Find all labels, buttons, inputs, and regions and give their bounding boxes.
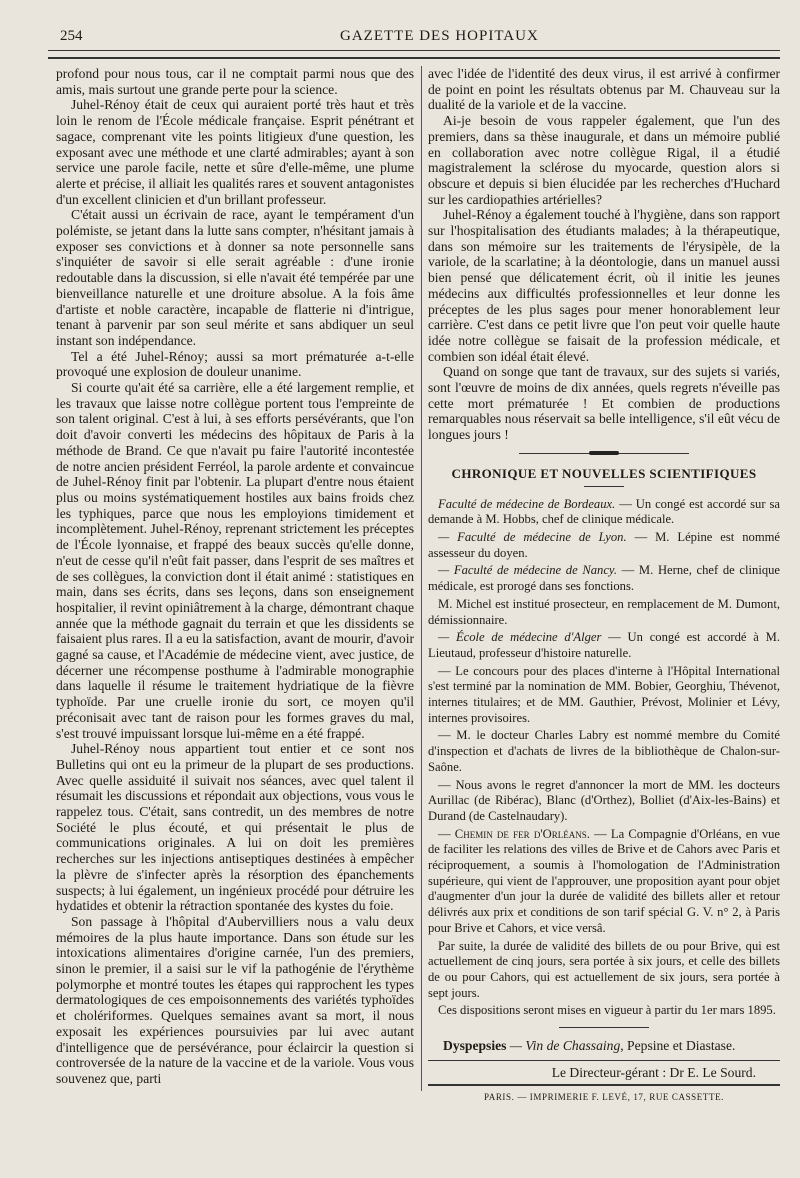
news-label: — École de médecine d'Alger <box>438 630 602 645</box>
right-column <box>428 66 780 1106</box>
news-text: — M. Lépine est nommé assesseur du doyen. <box>428 529 780 560</box>
advert-rest: , Pepsine et Diastase. <box>620 1038 736 1054</box>
heading-rule <box>584 486 624 487</box>
news-item <box>428 630 780 661</box>
paragraph: avec l'idée de l'identité des deux virus, il est arrivé à confirmer de point en point les résultats obtenus par M. Chauveau sur la dualité de la variole et de la vaccine. <box>428 66 780 113</box>
printer-imprint: PARIS. — IMPRIMERIE F. LEVÉ, 17, RUE CASSETTE. <box>483 1092 725 1103</box>
advert-line <box>428 1038 780 1054</box>
journal-title: GAZETTE DES HOPITAUX <box>340 28 539 44</box>
paragraph: C'était aussi un écrivain de race, ayant le tempérament d'un polémiste, se jetant dans la lutte sans compter, n'hésitant jamais à exposer ses convictions et à donner sa note personnelle sans s'inquiéter de savoir si elle serait agréable : d'une ironie redoutable dans la discussion, si elle n'avait été tempérée par une bienveillance naturelle et une droiture absolue. A la fois âme d'artiste et noble caractère, incapable de flatterie ni d'intrigue, tenant à parvenir par son seul mérite et sans abdiquer un seul instant son indépendance. <box>56 207 414 348</box>
paragraph: Tel a été Juhel-Rénoy; aussi sa mort prématurée a-t-elle provoqué une explosion de douleur unanime. <box>56 348 414 380</box>
news-text: M. Michel est institué prosecteur, en remplacement de M. Dumont, démissionnaire. <box>428 596 780 627</box>
news-label: — Chemin de fer d'Orléans. <box>438 826 590 841</box>
news-item <box>428 728 780 775</box>
news-item <box>428 597 780 628</box>
paragraph: Son passage à l'hôpital d'Aubervilliers nous a valu deux mémoires de la plus haute importance. Dans son étude sur les intoxications alimentaires d'origine carnée, l'un des premiers, sinon le premier, il a saisi sur le vif la pathogénie de l'érythème polymorphe et montré toutes les étapes qui rapprochent les types dermatologiques de ces empoisonnements des variétés typhoïdes et cholériformes. Quelques semaines avant sa mort, il nous exposait les expériences poursuivies par lui avec autant d'intelligence que de persévérance, pour éclaircir la question si controversée de la nature de la vaccine et de la variole. Vous vous souvenez que, parti <box>56 913 414 1086</box>
news-label: — Faculté de médecine de Nancy. <box>438 563 617 578</box>
news-text: — Un congé est accordé sur sa demande à M. Hobbs, chef de clinique médicale. <box>428 496 780 527</box>
advert-dash: — <box>506 1038 526 1054</box>
footer-rule-thick <box>428 1084 780 1086</box>
advert-lead: Dyspepsies <box>443 1038 507 1054</box>
news-item <box>428 939 780 1002</box>
column-divider <box>421 66 422 1091</box>
news-text: Par suite, la durée de validité des billets de ou pour Brive, qui est actuellement de cinq jours, sera portée à six jours, et celle des billets de ou pour Cahors, qui est actuellement de six jours, sera portée à sept jours. <box>428 938 780 1000</box>
director-signature: Le Directeur-gérant : Dr E. Le Sourd. <box>551 1064 756 1080</box>
page-number: 254 <box>60 28 83 44</box>
paragraph: Juhel-Rénoy nous appartient tout entier et ce sont nos Bulletins qui ont eu la primeur de la plupart de ses productions. Avec quelle assiduité il suivait nos séances, avec quel talent il résumait les discussions et répondait aux objections, vous vous le rappelez tous. C'était, sans contredit, un des membres de notre Société le plus écouté, et qui présentait le plus de communications originales. A lui on doit les premières recherches sur les injections antiseptiques destinées à empêcher la plèvre de s'infecter après la résorption des épanchements suspects; à lui également, un ingénieux procédé pour détruire les hydatides et obtenir la rétraction spontanée des kystes du foie. <box>56 741 414 914</box>
news-text: — Le concours pour des places d'interne à l'Hôpital International s'est terminé par la nomination de MM. Bobier, Georghiu, Thévenot, internes titulaires; et de MM. Gauthier, Prévost, Molinier et Lévy, internes provisoires. <box>428 663 780 725</box>
header-rule <box>48 50 780 51</box>
news-text: — M. Herne, chef de clinique médicale, est prorogé dans ses fonctions. <box>428 563 780 594</box>
paragraph: Quand on songe que tant de travaux, sur des sujets si variés, sont l'œuvre de moins de dix années, quels regrets n'éveille pas cette mort prématurée ! Et combien de productions remarquables nous réservait sa belle intelligence, s'il eût vécu de longues jours ! <box>428 364 780 443</box>
news-list <box>428 497 780 1020</box>
advert-product: Vin de Chassaing <box>525 1038 621 1054</box>
news-item <box>428 1003 780 1019</box>
paragraph: Juhel-Rénoy a également touché à l'hygiène, dans son rapport sur l'hospitalisation des étudiants malades; à la thérapeutique, dans son mémoire sur les traitements de l'érysipèle, de la variole, de la scarlatine; à la déontologie, dans un manuel aussi bien pensé que délicatement écrit, où il initie les jeunes médecins aux difficultés professionnelles et leur donne les préceptes de les plus sages pour mener honorablement leur carrière. C'est dans ce petit livre que l'on peut voir quelle haute idée notre collègue se faisait de la profession médicale, et combien son idéal était élevé. <box>428 207 780 364</box>
news-item <box>428 530 780 561</box>
news-label: — Faculté de médecine de Lyon. <box>438 529 627 544</box>
footer-rule <box>428 1060 780 1061</box>
paragraph: Juhel-Rénoy était de ceux qui auraient porté très haut et très loin le renom de l'École médicale française. Esprit pénétrant et sagace, comprenant vite les points litigieux d'une question, les exposant avec une méthode et une clarté admirables; ayant à son service une parole facile, nette et sûre d'elle-même, une plume alerte et précise, il alliait les qualités rares et souvent antagonistes d'un excellent clinicien et d'un brillant professeur. <box>56 97 414 207</box>
news-text: Ces dispositions seront mises en vigueur à partir du 1er mars 1895. <box>438 1003 776 1018</box>
section-separator <box>519 453 689 456</box>
news-text: — M. le docteur Charles Labry est nommé membre du Comité d'inspection et d'achats de livres de la bibliothèque de Chalon-sur-Saône. <box>428 728 780 774</box>
chronique-heading: CHRONIQUE ET NOUVELLES SCIENTIFIQUES <box>451 465 757 481</box>
header-rule-double <box>48 57 780 59</box>
news-item <box>428 778 780 825</box>
paragraph: Si courte qu'ait été sa carrière, elle a été largement remplie, et les travaux que laisse notre collègue portent tous l'empreinte de son talent original. C'est à lui, à ses efforts persévérants, que l'on doit d'avoir converti les médecins des hôpitaux de Paris à la méthode de Brand. Ce que n'avait pu faire l'autorité incontestée de notre ancien président Ferréol, la parole ardente et convaincue de Juhel-Rénoy finit par l'obtenir. La plupart d'entre nous étaient plus ou moins systématiquement hostiles aux bains froids chez les typhiques, parce que nous les employions timidement et incomplètement. Juhel-Rénoy, reprenant strictement les préceptes de l'École lyonnaise, et frappé des beaux succès qu'elle donne, n'eut de cesse qu'il n'eût fait passer, dans l'esprit de ses maîtres et de ses collègues, la conviction dont il était animé : statistiques en main, dans ses écrits, dans ses leçons, dans son enseignement hospitalier, il revint opiniâtrement à la charge, démontrant chaque année que la méthode gagnait du terrain et que les dissidents se faisaient plus rares. Il a eu la satisfaction, avant de mourir, d'avoir gagné sa cause, et l'Académie de médecine vient, avec justice, de décerner une récompense posthume à l'admirable monographie dans laquelle il résume le traitement hydriatique de la fièvre typhoïde. Par une cruelle ironie du sort, ce moyen qu'il préconisait avec tant de raison pour les formes graves du mal, s'est trouvé impuissant lorsque lui-même en a été frappé. <box>56 380 414 741</box>
paragraph: Ai-je besoin de vous rappeler également, que l'un des premiers, dans sa thèse inaugurale, et dans un mémoire publié en collaboration avec notre collègue Rigal, il a étudié magistralement la sclérose du myocarde, question alors si obscure et depuis si bien élucidée par les recherches d'Huchard sur les cardiopathies artérielles? <box>428 113 780 207</box>
news-label: Faculté de médecine de Bordeaux. <box>438 496 616 511</box>
news-text: — Nous avons le regret d'annoncer la mort de MM. les docteurs Aurillac (de Ribérac), Blanc (d'Orthez), Bolliet (d'Aix-les-Bains) et Durand (de Castelnaudary). <box>428 777 780 823</box>
news-text: — Un congé est accordé à M. Lieutaud, professeur d'histoire naturelle. <box>428 630 780 660</box>
section-end-rule <box>559 1027 649 1028</box>
separator-ornament <box>589 451 619 455</box>
news-item <box>428 497 780 528</box>
news-text: — La Compagnie d'Orléans, en vue de faciliter les relations des villes de Brive et de Cahors avec Paris et réciproquement, a soumis à l'homologation de l'Administration supérieure, qui vient de l'approuver, une proposition ayant pour objet d'augmenter d'un jour la durée de validité des billets aller et retour délivrés aux prix et conditions de son tarif spécial G. V. n° 2, à Paris pour Brive et Cahors, et vice versâ. <box>428 826 781 935</box>
news-item <box>428 563 780 594</box>
news-item <box>428 827 780 937</box>
paragraph: profond pour nous tous, car il ne comptait parmi nous que des amis, mais surtout une grande perte pour la science. <box>56 66 414 97</box>
news-item <box>428 664 780 727</box>
left-column <box>56 66 414 1087</box>
